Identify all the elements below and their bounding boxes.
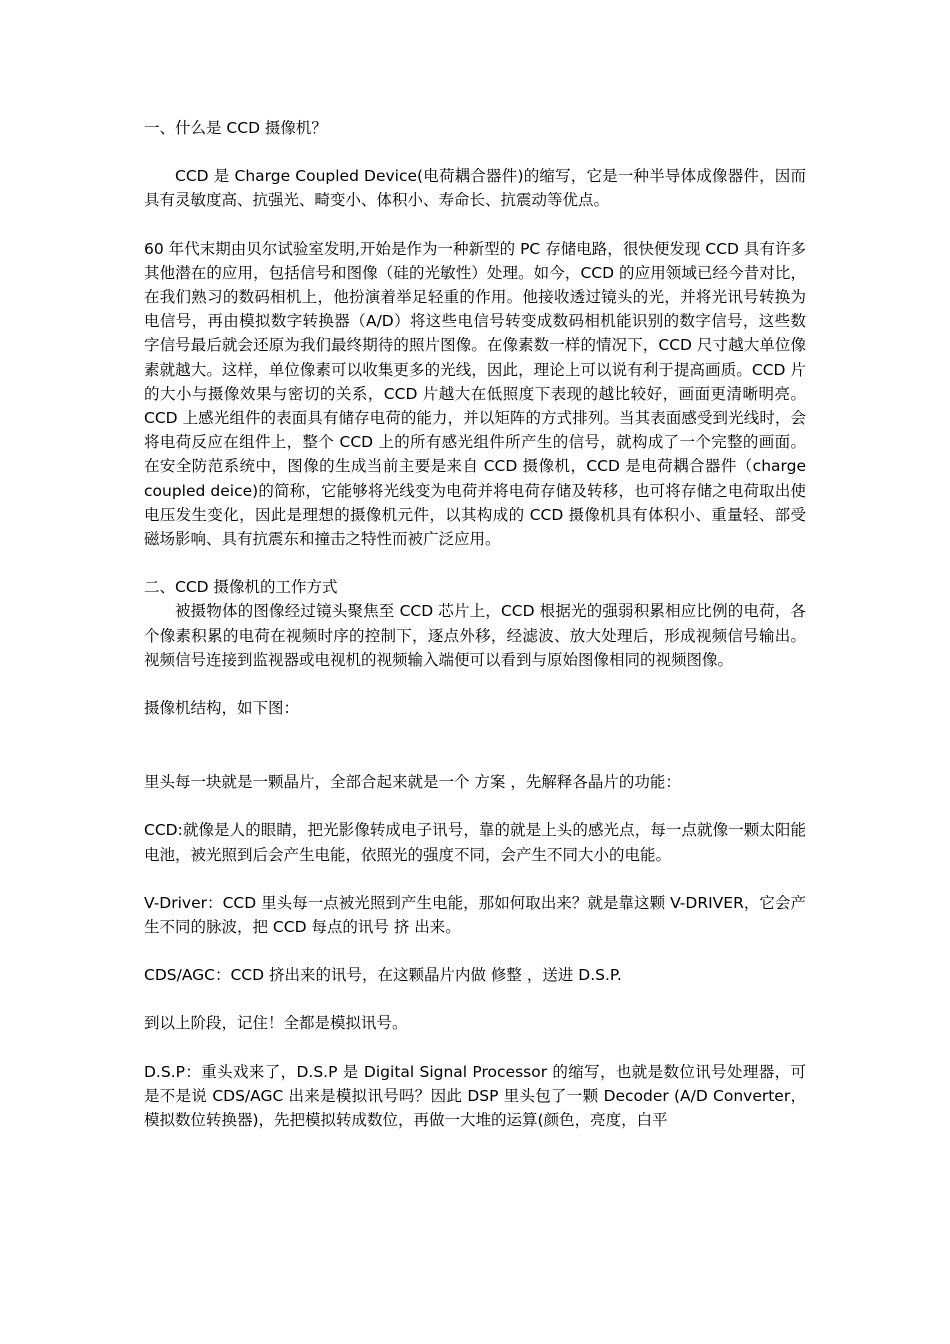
paragraph-chip-overview: 里头每一块就是一颗晶片，全部合起来就是一个 方案 ，先解释各晶片的功能： [144,773,681,792]
document-body [144,116,806,1132]
paragraph-dsp: D.S.P：重头戏来了，D.S.P 是 Digital Signal Processor 的缩写，也就是数位讯号处理器，可是不是说 CDS/AGC 出来是模拟讯号吗？因此 DSP 里头包了一颗 Decoder (A/D Converter， 模拟数位转换器)，先把模拟转成数位，再做一大堆的运算(颜色，亮度，白平 [144,1062,806,1130]
paragraph-structure-intro: 摄像机结构，如下图： [144,699,300,718]
paragraph-working-mode: 被摄物体的图像经过镜头聚焦至 CCD 芯片上，CCD 根据光的强弱积累相应比例的电荷，各个像素积累的电荷在视频时序的控制下，逐点外移，经滤波、放大处理后，形成视频信号输出。视频信号连接到监视器或电视机的视频输入端便可以看到与原始图像相同的视频图像。 [144,602,806,669]
heading-working-mode: 二、CCD 摄像机的工作方式 [144,578,338,597]
paragraph-ccd-definition: CCD 是 Charge Coupled Device(电荷耦合器件)的缩写，它是一种半导体成像器件，因而具有灵敏度高、抗强光、畸变小、体积小、寿命长、抗震动等优点。 [144,167,806,210]
paragraph-v-driver: V-Driver：CCD 里头每一点被光照到产生电能，那如何取出来？就是靠这颗 V-DRIVER，它会产生不同的脉波，把 CCD 每点的讯号 挤 出来。 [144,893,806,937]
paragraph-cds-agc: CDS/AGC：CCD 挤出来的讯号，在这颗晶片内做 修整 ，送进 D.S.P. [144,966,622,985]
paragraph-analog-note: 到以上阶段，记住！全都是模拟讯号。 [144,1014,408,1033]
paragraph-ccd-chip: CCD:就像是人的眼睛，把光影像转成电子讯号，靠的就是上头的感光点，每一点就像一颗太阳能电池，被光照到后会产生电能，依照光的强度不同，会产生不同大小的电能。 [144,821,806,864]
heading-what-is-ccd-camera: 一、什么是 CCD 摄像机？ [144,119,327,137]
paragraph-ccd-history: 60 年代末期由贝尔试验室发明,开始是作为一种新型的 PC 存储电路，很快便发现 CCD 具有许多其他潜在的应用，包括信号和图像（硅的光敏性）处理。如今，CCD 的应用领域已经今昔对比，在我们熟习的数码相机上，他扮演着举足轻重的作用。他接收透过镜头的光，并将光讯号转换为电信号，再由模拟数字转换器（A/D）将这些电信号转变成数码相机能识别的数字信号，这些数字信号最后就会还原为我们最终期待的照片图像。在像素数一样的情况下，CCD 尺寸越大单位像素就越大。这样，单位像素可以收集更多的光线，因此，理论上可以说有利于提高画质。CCD 片的大小与摄像效果与密切的关系，CCD 片越大在低照度下表现的越比较好，画面更清晰明亮。CCD 上感光组件的表面具有储存电荷的能力，并以矩阵的方式排列。当其表面感受到光线时，会将电荷反应在组件上，整个 CCD 上的所有感光组件所产生的信号，就构成了一个完整的画面。在安全防范系统中，图像的生成当前主要是来自 CCD 摄像机，CCD 是电荷耦合器件（charge coupled deice)的简称，它能够将光线变为电荷并将电荷存储及转移，也可将存储之电荷取出使电压发生变化，因此是理想的摄像机元件，以其构成的 CCD 摄像机具有体积小、重量轻、部受磁场影响、具有抗震东和撞击之特性而被广泛应用。 [144,239,806,549]
